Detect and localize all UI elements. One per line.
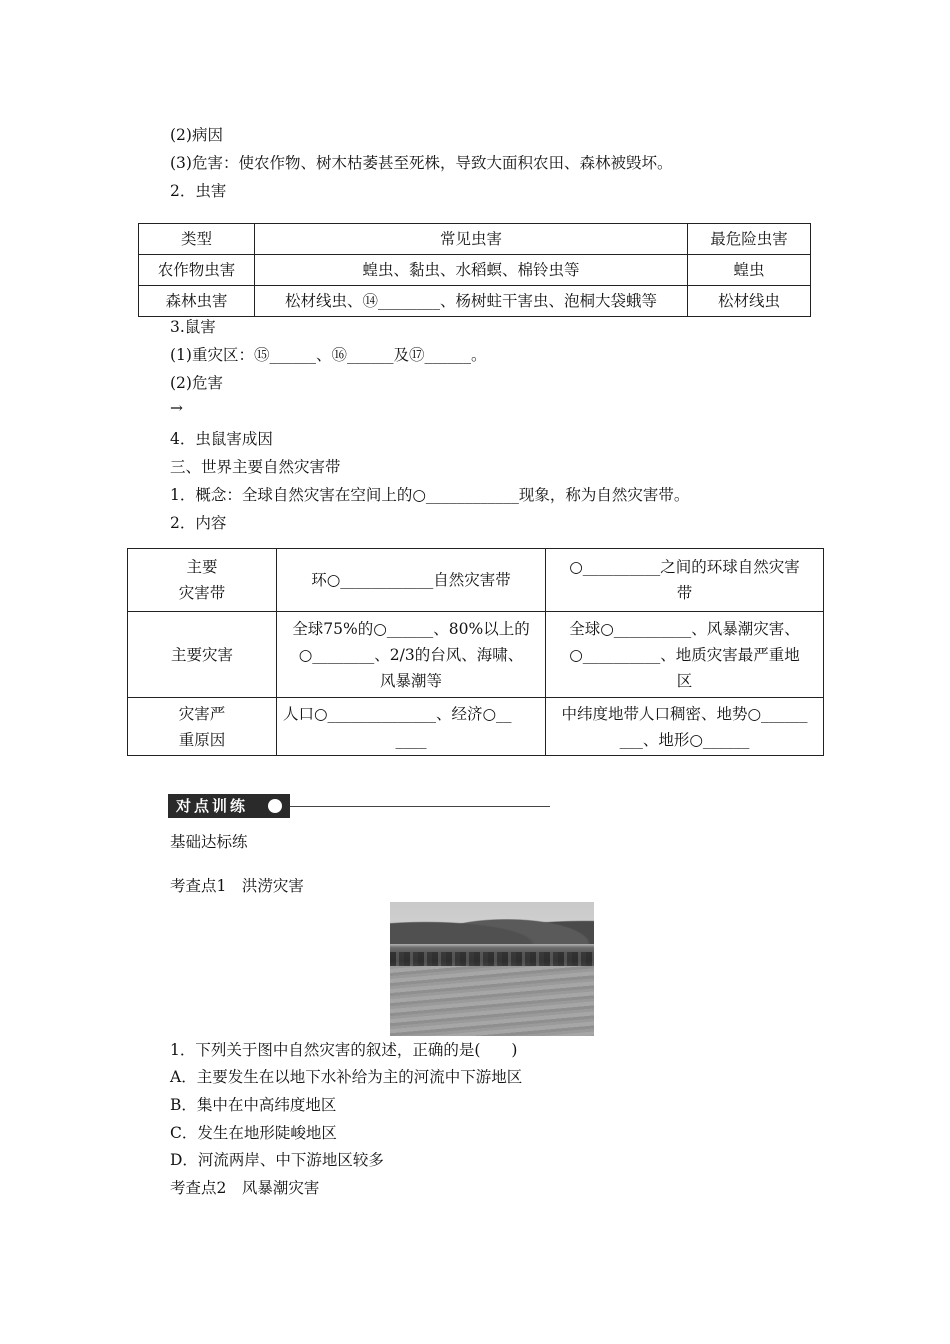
table-cell: 主要 灾害带 <box>128 549 277 612</box>
table-cell: 松材线虫、⑭________、杨树蛀干害虫、泡桐大袋蛾等 <box>255 286 688 317</box>
text-line: 4．虫鼠害成因 <box>170 430 273 448</box>
disaster-zone-table <box>127 548 824 756</box>
table-cell: 人口○______________、经济○__ ____ <box>277 698 546 756</box>
option-a: A．主要发生在以地下水补给为主的河流中下游地区 <box>170 1068 523 1086</box>
topic-heading: 考查点2 风暴潮灾害 <box>170 1179 320 1197</box>
insect-table <box>138 223 811 317</box>
text-line: 3.鼠害 <box>170 318 216 336</box>
table-cell: ○__________之间的环球自然灾害 带 <box>546 549 824 612</box>
text-line: (2)病因 <box>170 126 223 144</box>
flood-photo <box>390 902 594 1036</box>
table-cell: 松材线虫 <box>688 286 811 317</box>
arrow-icon: → <box>170 399 183 417</box>
option-b: B．集中在中高纬度地区 <box>170 1096 337 1114</box>
table-cell: 主要灾害 <box>128 612 277 698</box>
table-cell: 全球75%的○______、80%以上的 ○________、2/3的台风、海啸、 风暴潮等 <box>277 612 546 698</box>
text-line: (2)危害 <box>170 374 223 392</box>
table-row <box>139 255 811 286</box>
table-row <box>128 549 824 612</box>
text-line: 1．概念：全球自然灾害在空间上的○____________现象，称为自然灾害带。 <box>170 486 690 504</box>
table-cell: 农作物虫害 <box>139 255 255 286</box>
option-c: C．发生在地形陡峻地区 <box>170 1124 337 1142</box>
circle-icon <box>268 799 282 813</box>
text-line: 2．虫害 <box>170 182 227 200</box>
table-cell: 灾害严 重原因 <box>128 698 277 756</box>
text-line: (1)重灾区：⑮______、⑯______及⑰______。 <box>170 346 487 364</box>
table-cell: 环○____________自然灾害带 <box>277 549 546 612</box>
table-row <box>128 698 824 756</box>
sub-heading: 基础达标练 <box>170 833 248 851</box>
table-cell: 中纬度地带人口稠密、地势○______ ___、地形○______ <box>546 698 824 756</box>
text-line: 2．内容 <box>170 514 227 532</box>
section-heading: 三、世界主要自然灾害带 <box>170 458 341 476</box>
table-cell: 蝗虫、黏虫、水稻螟、棉铃虫等 <box>255 255 688 286</box>
table-header: 类型 <box>139 224 255 255</box>
table-header: 最危险虫害 <box>688 224 811 255</box>
table-row <box>139 286 811 317</box>
option-d: D．河流两岸、中下游地区较多 <box>170 1151 384 1169</box>
table-cell: 全球○__________、风暴潮灾害、 ○__________、地质灾害最严重地 区 <box>546 612 824 698</box>
question-text: 1．下列关于图中自然灾害的叙述，正确的是( ) <box>170 1041 518 1059</box>
section-bar: 对点训练 <box>168 794 290 818</box>
topic-heading: 考查点1 洪涝灾害 <box>170 877 304 895</box>
table-cell: 蝗虫 <box>688 255 811 286</box>
divider <box>290 806 550 807</box>
table-cell: 森林虫害 <box>139 286 255 317</box>
text-line: (3)危害：使农作物、树木枯萎甚至死株，导致大面积农田、森林被毁坏。 <box>170 154 673 172</box>
table-row <box>128 612 824 698</box>
table-header: 常见虫害 <box>255 224 688 255</box>
